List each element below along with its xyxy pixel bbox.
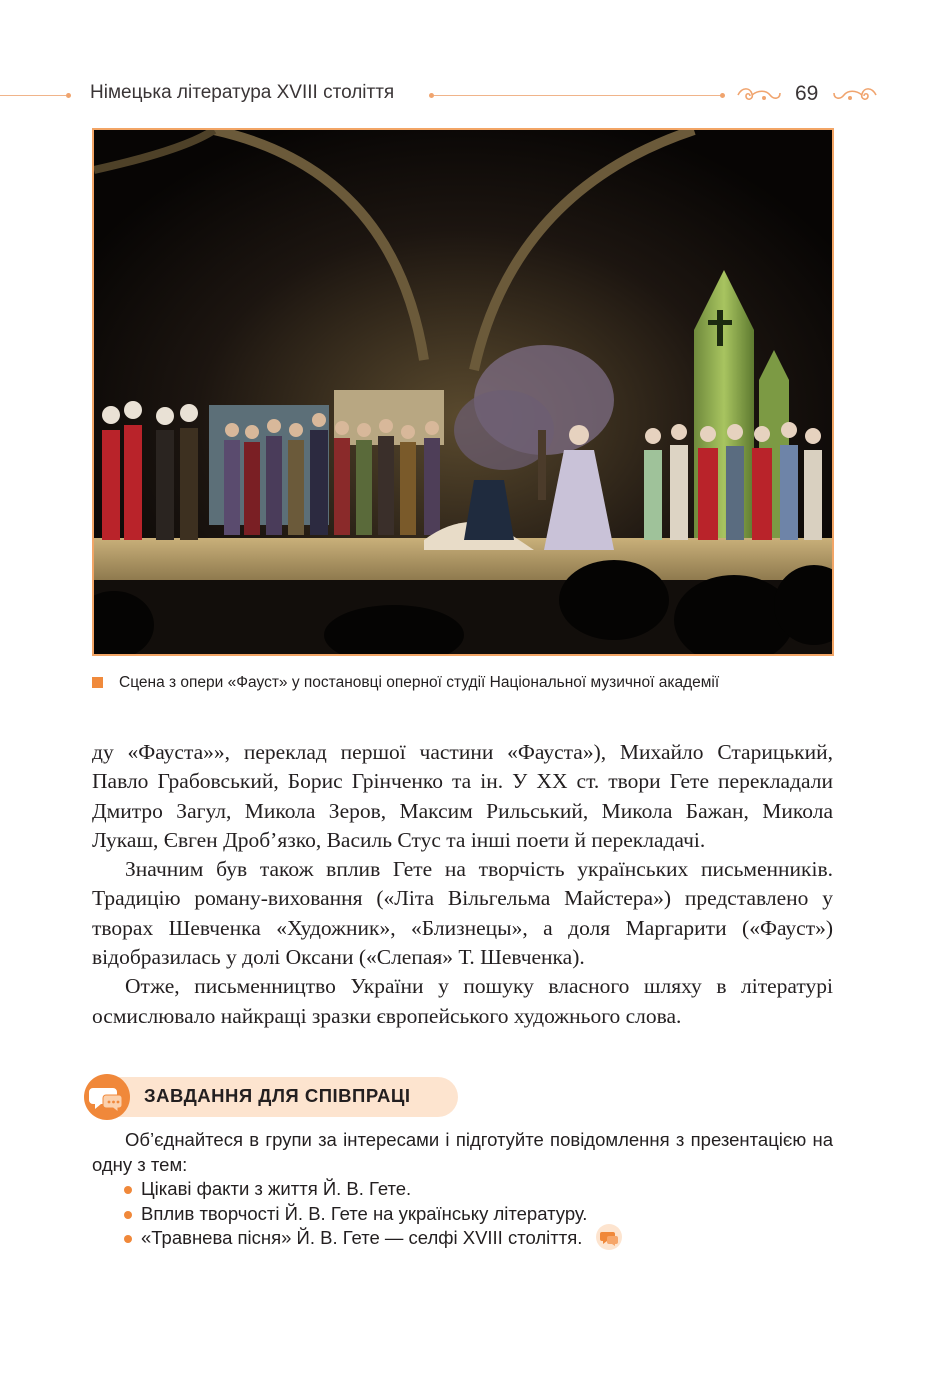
body-paragraph: Значним був також вплив Гете на творчість українських письменників. Традицію роману-виховання («Літа Вільгельма Майстера») представлено у творах Шевченка «Художник», «Близнецы», а доля Маргарити («Фауст») відобразилась у долі Оксани («Слепая» Т. Шевченка). (92, 857, 833, 970)
scroll-ornament-icon (736, 84, 782, 106)
scroll-ornament-icon (832, 84, 878, 106)
task-intro: Об’єднайтеся в групи за інтересами і підготуйте повідомлення з презентацією на одну з тем: (92, 1129, 833, 1175)
header-dot-right (720, 93, 725, 98)
running-head-title: Німецька література XVIII століття (90, 82, 395, 103)
body-text (92, 738, 833, 1031)
body-paragraph: ду «Фауста»», переклад першої частини «Фауста»), Михайло Старицький, Павло Грабовський, Борис Грінченко та ін. У XX ст. твори Гете перекладали Дмитро Загул, Микола Зеров, Максим Рильський, Микола Бажан, Микола Лукаш, Євген Дроб’язко, Василь Стус та інші поети й перекладачі. (92, 740, 833, 852)
list-item (124, 1202, 833, 1227)
task-title: ЗАВДАННЯ ДЛЯ СПІВПРАЦІ (144, 1085, 411, 1106)
speech-bubbles-icon (596, 1224, 622, 1250)
list-item (124, 1177, 833, 1202)
header-dot-left (66, 93, 71, 98)
task-topic-list (92, 1177, 833, 1252)
list-item (124, 1226, 833, 1252)
header-rule-left (0, 95, 66, 96)
square-marker-icon (92, 677, 103, 688)
task-topic: «Травнева пісня» Й. В. Гете — селфі XVIII століття. (141, 1227, 583, 1248)
opera-stage-photo (92, 128, 834, 656)
bullet-icon (124, 1186, 132, 1194)
caption-text: Сцена з опери «Фауст» у постановці оперної студії Національної музичної академії (119, 674, 720, 691)
task-topic: Цікаві факти з життя Й. В. Гете. (141, 1178, 412, 1199)
task-body (92, 1128, 833, 1252)
bullet-icon (124, 1211, 132, 1219)
task-topic: Вплив творчості Й. В. Гете на українську літературу. (141, 1202, 588, 1224)
running-head (0, 78, 952, 112)
body-paragraph: Отже, письменництво України у пошуку власного шляху в літературі осмислювало найкращі зразки європейського художнього слова. (92, 974, 833, 1028)
stage-scene-illustration (94, 130, 832, 654)
page-number: 69 (795, 82, 819, 105)
speech-bubbles-icon (84, 1074, 130, 1120)
bullet-icon (124, 1235, 132, 1243)
task-section-header (84, 1074, 460, 1120)
header-rule-mid (434, 95, 722, 96)
